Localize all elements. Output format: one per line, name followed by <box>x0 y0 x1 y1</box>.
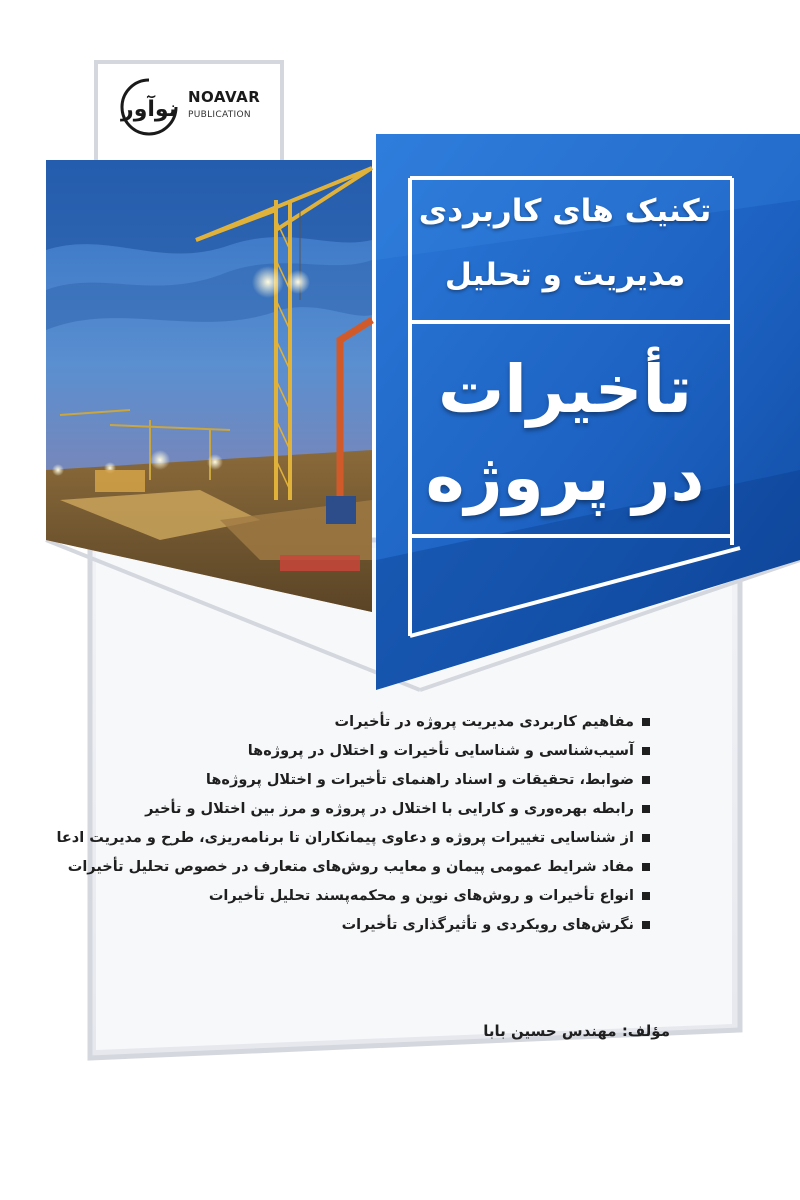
bullet-square-icon <box>642 863 650 871</box>
bullet-square-icon <box>642 892 650 900</box>
publisher-logo-text: نوآور <box>121 97 177 122</box>
publisher-name: NOAVAR <box>188 88 261 106</box>
feature-text: آسیب‌شناسی و شناسایی تأخیرات و اختلال در پروژه‌ها <box>247 743 634 759</box>
bullet-square-icon <box>642 747 650 755</box>
book-main-title-line-1: تأخیرات <box>437 351 693 428</box>
list-item <box>67 853 650 882</box>
publisher-emblem-icon <box>118 76 180 138</box>
feature-text: انواع تأخیرات و روش‌های نوین و محکمه‌پسند تحلیل تأخیرات <box>208 888 634 904</box>
bullet-square-icon <box>642 718 650 726</box>
bullet-square-icon <box>642 921 650 929</box>
feature-list <box>56 708 650 940</box>
book-main-title-line-2: در پروژه <box>425 439 705 516</box>
publisher-logo <box>104 66 284 156</box>
feature-text: مفاد شرایط عمومی پیمان و معایب روش‌های متعارف در خصوص تحلیل تأخیرات <box>67 859 634 875</box>
bullet-square-icon <box>642 805 650 813</box>
construction-photo <box>46 160 372 612</box>
list-item <box>110 708 650 737</box>
feature-text: از شناسایی تغییرات پروژه و دعاوی پیمانکاران تا برنامه‌ریزی، طرح و مدیریت ادعا <box>56 830 634 846</box>
book-subtitle-line-2: مدیریت و تحلیل <box>444 257 686 293</box>
feature-text: ضوابط، تحقیقات و اسناد راهنمای تأخیرات و اختلال پروژه‌ها <box>205 772 634 788</box>
bullet-square-icon <box>642 776 650 784</box>
author-label: مؤلف: <box>621 1022 670 1040</box>
feature-text: رابطه بهره‌وری و کارایی با اختلال در پروژه و مرز بین اختلال و تأخیر <box>145 801 634 817</box>
feature-text: مفاهیم کاربردی مدیریت پروژه در تأخیرات <box>334 714 634 730</box>
list-item <box>56 824 650 853</box>
list-item <box>110 795 650 824</box>
list-item <box>110 911 650 940</box>
bullet-square-icon <box>642 834 650 842</box>
publisher-subtitle: PUBLICATION <box>188 110 251 120</box>
author-name: مهندس حسین بابا <box>483 1022 617 1040</box>
list-item <box>110 882 650 911</box>
list-item <box>110 737 650 766</box>
feature-text: نگرش‌های رویکردی و تأثیرگذاری تأخیرات <box>341 917 634 933</box>
author-credit <box>400 1022 670 1040</box>
list-item <box>110 766 650 795</box>
book-subtitle-line-1: تکنیک های کاربردی <box>418 193 712 229</box>
book-title <box>400 170 730 522</box>
